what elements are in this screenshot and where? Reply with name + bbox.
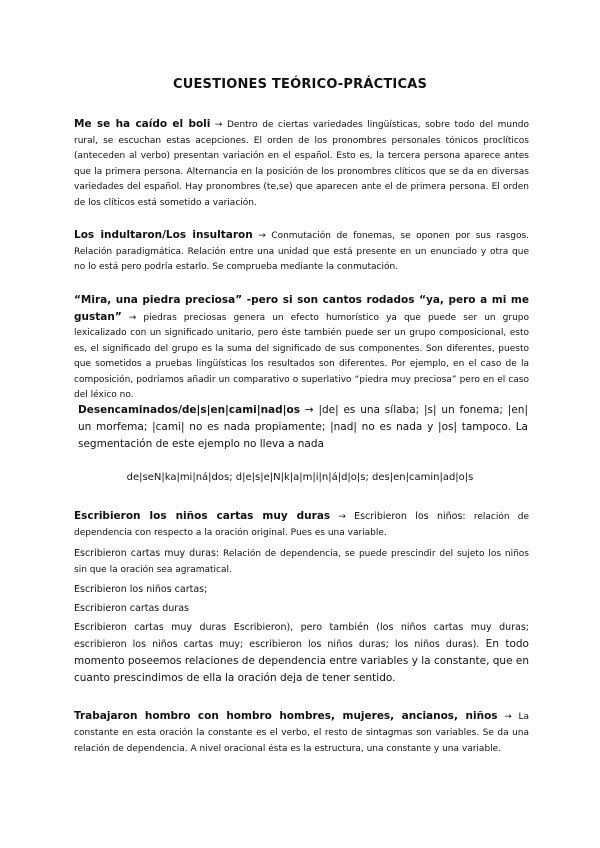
- section-trabajaron: [74, 708, 529, 757]
- section-piedra-preciosa: [74, 293, 529, 404]
- section-3-text: piedras preciosas genera un efecto humorístico ya que puede ser un grupo lexicalizado con un significado unitario, pero éste también puede ser un grupo composicional, esto es, el significado del grupo es la suma del significado de sus componentes. Son diferentes, puesto que sometidos a pruebas lingüísticas los resultados son diferentes. Por ejemplo, en el caso de la composición, podríamos añadir un comparativo o superlativo “piedra muy preciosa” pero en el caso del léxico no.: [74, 312, 529, 400]
- section-4-heading: Desencaminados/de|s|en|cami|nad|os: [78, 404, 300, 416]
- arrow-icon: →: [210, 120, 227, 130]
- section-4-text: |de| es una sílaba; |s| un fonema; |en| un morfema; |cami| no es nada propiamente; |nad| no es nada y |os| tampoco. La segmentación de este ejemplo no lleva a nada: [78, 404, 528, 450]
- section-indultaron: [74, 228, 529, 276]
- example-1-text: relación de dependencia con respecto a la oración original. Pues es una variable.: [74, 512, 529, 538]
- example-2-label: Escribieron cartas muy duras:: [74, 548, 220, 559]
- section-6-text: La constante en esta oración la constante es el verbo, el resto de sintagmas son variables. Se da una relación de dependencia. A nivel oracional ésta es la estructura, una constante y una variable.: [74, 712, 529, 754]
- section-desencaminados: [78, 402, 528, 453]
- arrow-icon: →: [252, 231, 272, 241]
- arrow-icon: →: [330, 512, 355, 522]
- arrow-icon: →: [299, 404, 319, 416]
- example-4: Escribieron cartas duras: [74, 603, 189, 614]
- example-1-label: Escribieron los niños:: [354, 511, 466, 522]
- section-escribieron: [74, 508, 529, 687]
- section-1-heading: Me se ha caído el boli: [74, 118, 211, 130]
- section-2-text: Conmutación de fonemas, se oponen por sus rasgos. Relación paradigmática. Relación entre una unidad que está presente en un enunciado y otra que no lo está pero podría estarlo. Se comprueba mediante la conmutación.: [74, 231, 530, 272]
- segmentation-example: de|seN|ka|mi|ná|dos; d|e|s|e|N|k|a|m|i|n|á|d|o|s; des|en|camin|ad|o|s: [126, 472, 474, 483]
- section-2-heading: Los indultaron/Los insultaron: [74, 229, 253, 241]
- section-me-se-ha-caido: [74, 117, 529, 211]
- section-6-heading: Trabajaron hombro con hombro hombres, mujeres, ancianos, niños: [74, 710, 498, 722]
- section-3-heading: “Mira, una piedra preciosa” -pero si son cantos rodados “ya, pero a mi me gustan”: [74, 294, 529, 323]
- conclusion-text: En todo momento poseemos relaciones de dependencia entre variables y la constante, que en cuanto prescindimos de ella la oración deja de tener sentido.: [74, 638, 529, 684]
- section-5-heading: Escribieron los niños cartas muy duras: [74, 510, 331, 522]
- page-title: CUESTIONES TEÓRICO-PRÁCTICAS: [172, 77, 428, 92]
- example-2-text: Relación de dependencia, se puede prescindir del sujeto los niños sin que la oración sea agramatical.: [74, 549, 529, 575]
- section-1-text: Dentro de ciertas variedades lingüísticas, sobre todo del mundo rural, se escuchan estas acepciones. El orden de los pronombres personales tónicos proclíticos (anteceden al verbo) presentan variación en el español. Esto es, la tercera persona aparece antes que la primera persona. Alternancia en la posición de los pronombres clíticos que se da en diversas variedades del español. Hay pronombres (te,se) que aparecen ante el de primera persona. El orden de los clíticos está sometido a variación.: [74, 120, 529, 208]
- arrow-icon: →: [121, 312, 144, 323]
- example-3: Escribieron los niños cartas;: [74, 584, 208, 595]
- example-5-text: Escribieron cartas muy duras Escribieron), pero también (los niños cartas muy duras; escribieron los niños cartas muy; escribieron los niños duras; los niños duras).: [74, 622, 529, 650]
- arrow-icon: →: [497, 712, 519, 722]
